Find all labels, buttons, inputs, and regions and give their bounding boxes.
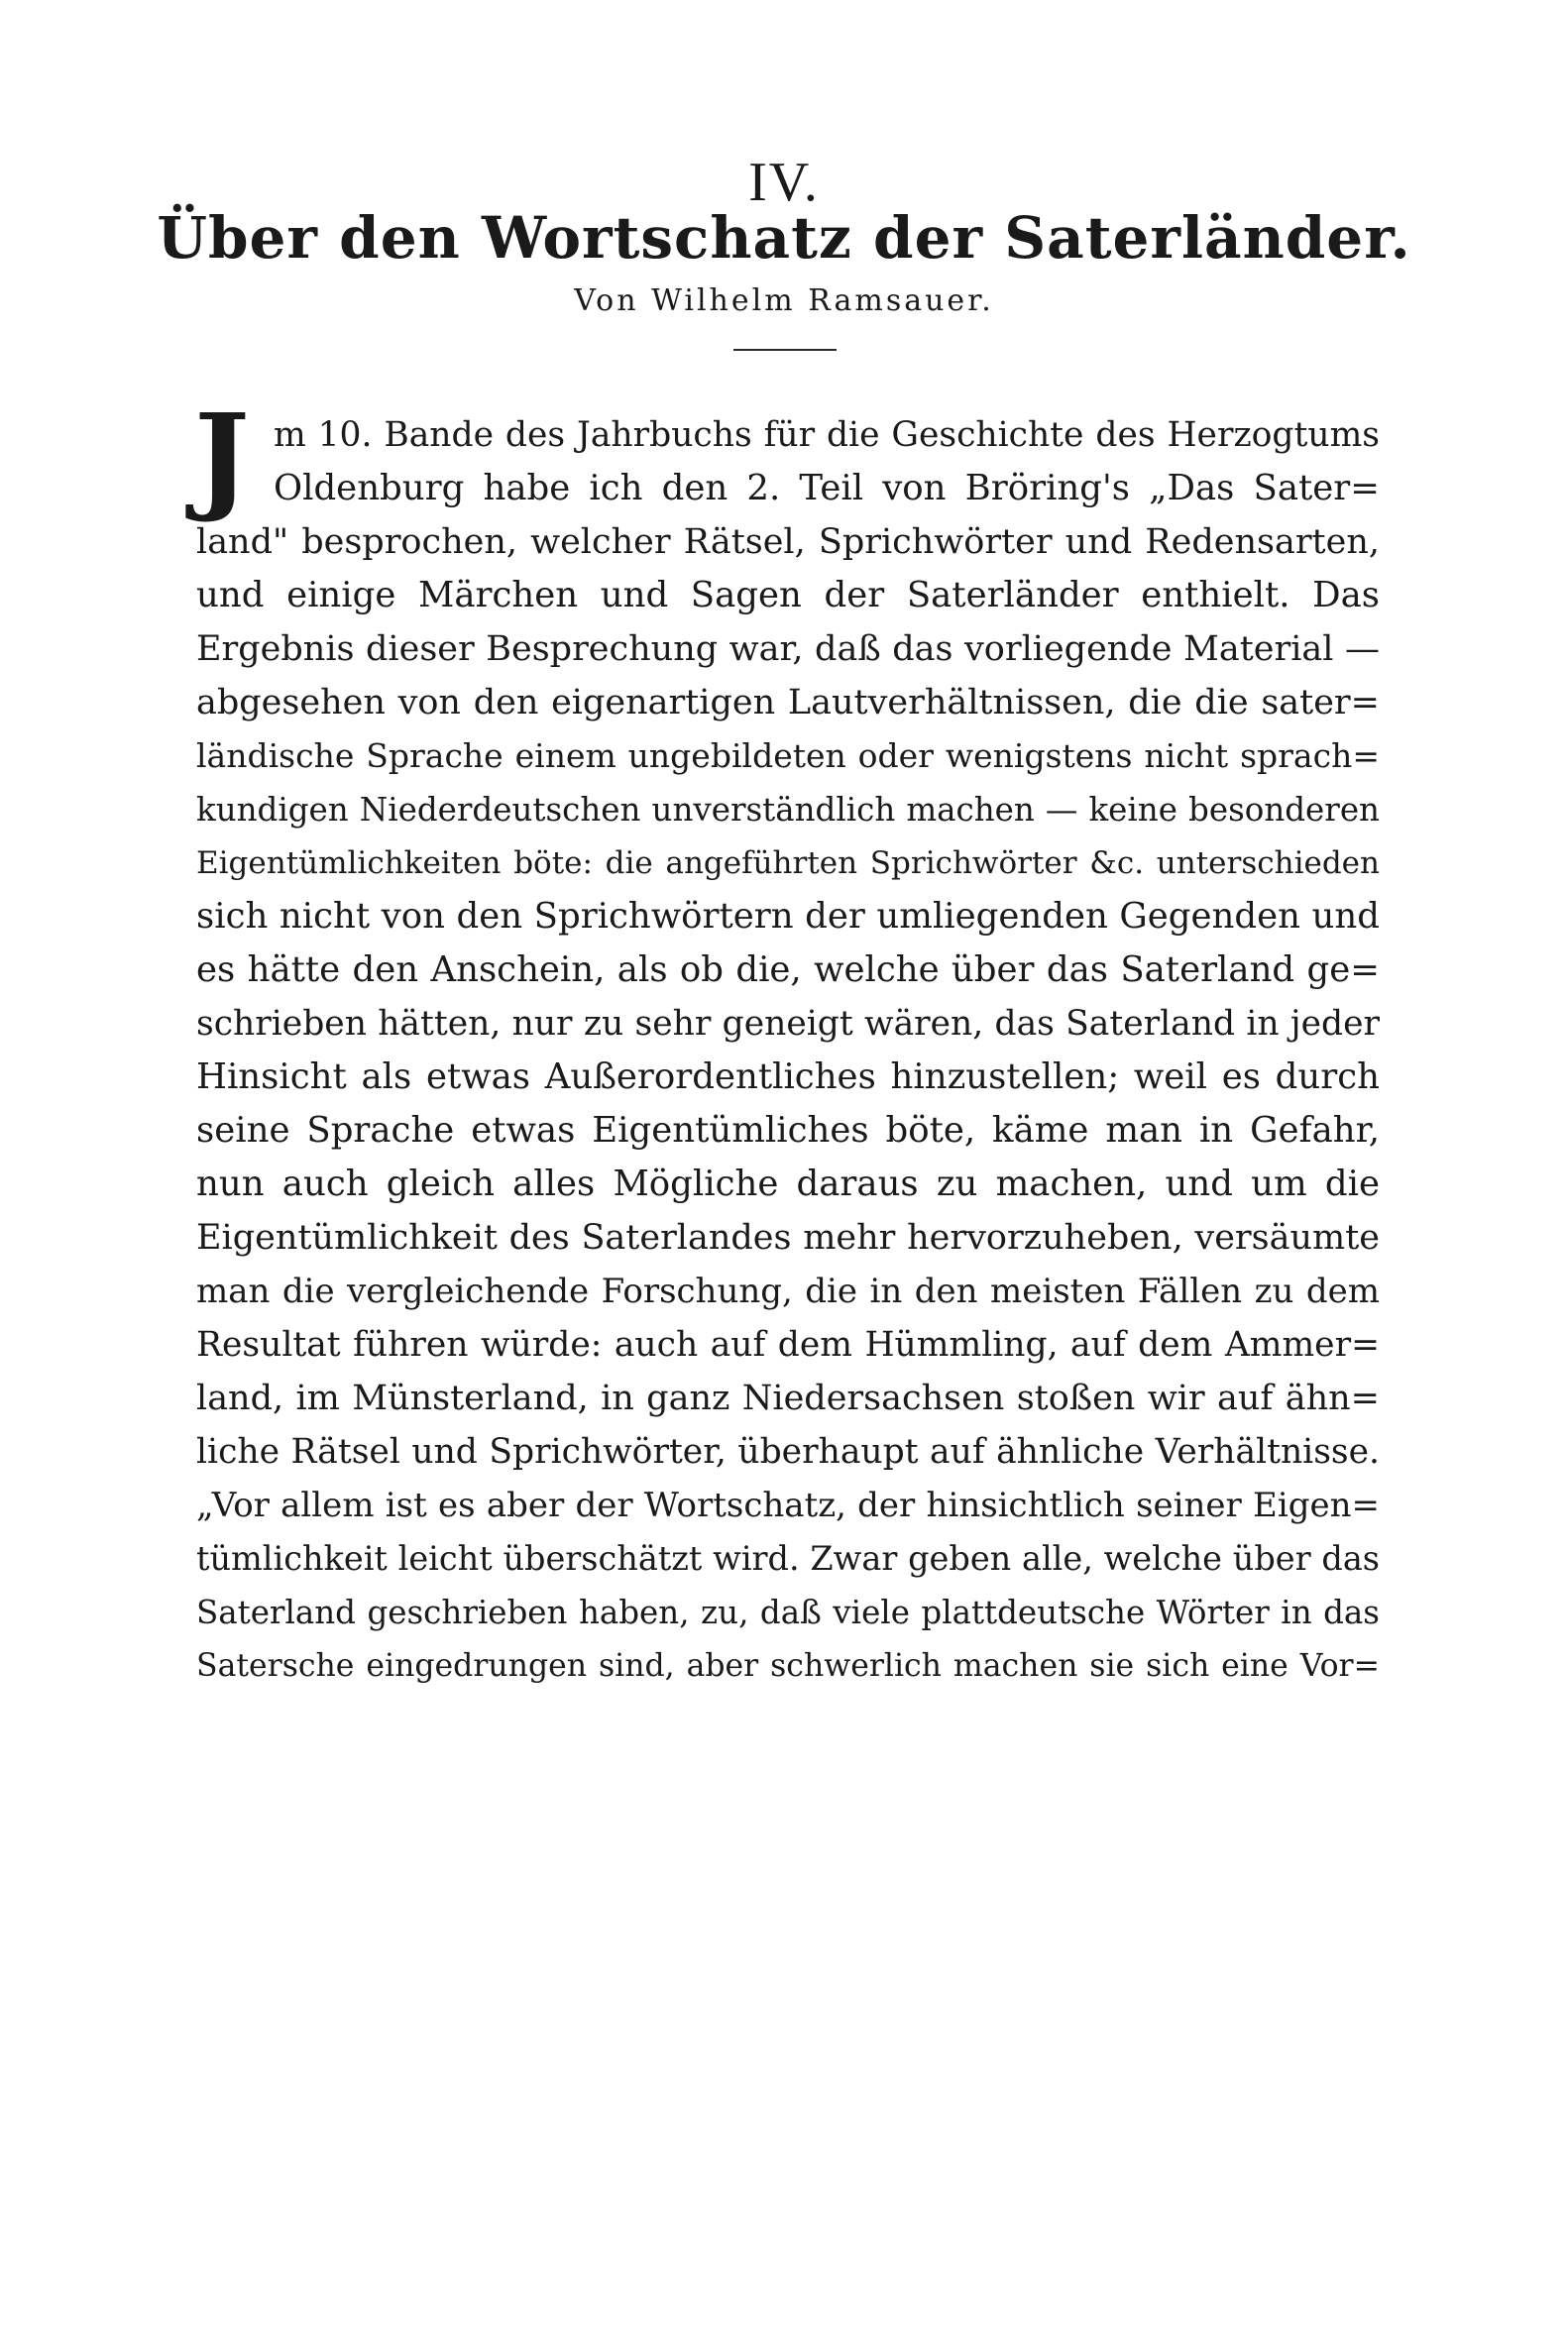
text-line: abgesehen von den eigenartigen Lautverhältnissen, die die sater= [196, 683, 1380, 722]
text-line: m 10. Bande des Jahrbuchs für die Geschichte des Herzogtums [274, 415, 1380, 455]
text-line: kundigen Niederdeutschen unverständlich machen — keine besonderen [196, 791, 1380, 829]
chapter-title: Über den Wortschatz der Saterländer. [157, 204, 1411, 272]
text-line: Resultat führen würde: auch auf dem Hümmling, auf dem Ammer= [196, 1325, 1380, 1365]
text-line: und einige Märchen und Sagen der Saterländer enthielt. Das [196, 575, 1380, 615]
text-line: sich nicht von den Sprichwörtern der umliegenden Gegenden und [196, 896, 1380, 937]
text-line: land" besprochen, welcher Rätsel, Sprichwörter und Redensarten, [196, 522, 1380, 562]
text-line: Eigentümlichkeiten böte: die angeführten Sprichwörter &c. unterschieden [196, 845, 1380, 881]
text-line: Hinsicht als etwas Außerordentliches hinzustellen; weil es durch [196, 1056, 1380, 1097]
text-line: ländische Sprache einem ungebildeten oder wenigstens nicht sprach= [196, 736, 1380, 775]
text-line: liche Rätsel und Sprichwörter, überhaupt auf ähnliche Verhältnisse. [196, 1432, 1380, 1472]
text-line: Oldenburg habe ich den 2. Teil von Bröring's „Das Sater= [274, 468, 1380, 508]
separator-rule [733, 349, 837, 351]
text-line: land, im Münsterland, in ganz Niedersachsen stoßen wir auf ähn= [196, 1379, 1380, 1418]
chapter-number: IV. [748, 152, 820, 213]
text-line: Eigentümlichkeit des Saterlandes mehr hervorzuheben, versäumte [196, 1218, 1380, 1258]
text-line: tümlichkeit leicht überschätzt wird. Zwar geben alle, welche über das [196, 1539, 1380, 1578]
text-line: Ergebnis dieser Besprechung war, daß das vorliegende Material — [196, 629, 1380, 669]
text-line: schrieben hätten, nur zu sehr geneigt wären, das Saterland in jeder [196, 1004, 1380, 1044]
text-line: es hätte den Anschein, als ob die, welche über das Saterland ge= [196, 949, 1380, 990]
author-line: Von Wilhelm Ramsauer. [574, 283, 994, 318]
drop-cap-initial: J [194, 388, 250, 525]
body-paragraph [196, 408, 1380, 1693]
text-line: Satersche eingedrungen sind, aber schwerlich machen sie sich eine Vor= [196, 1648, 1380, 1684]
text-line: seine Sprache etwas Eigentümliches böte, käme man in Gefahr, [196, 1110, 1380, 1151]
text-line: nun auch gleich alles Mögliche daraus zu machen, und um die [196, 1164, 1380, 1204]
text-line: man die vergleichende Forschung, die in den meisten Fällen zu dem [196, 1272, 1380, 1311]
text-line: „Vor allem ist es aber der Wortschatz, der hinsichtlich seiner Eigen= [196, 1486, 1380, 1525]
text-line: Saterland geschrieben haben, zu, daß viele plattdeutsche Wörter in das [196, 1594, 1380, 1631]
